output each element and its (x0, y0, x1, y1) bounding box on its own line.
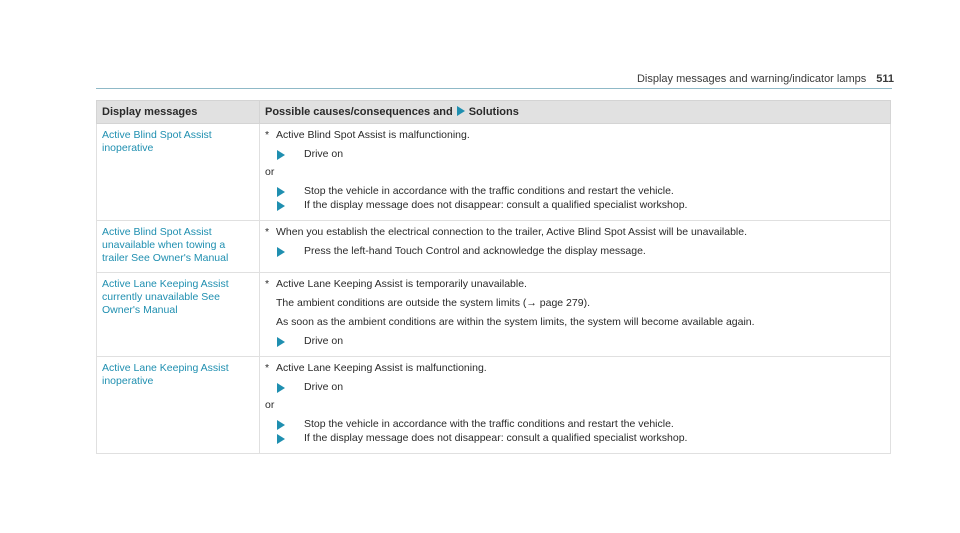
solution-step (277, 381, 885, 394)
arrow-right-icon (457, 106, 465, 116)
asterisk-icon: * (265, 278, 270, 290)
table-row (97, 273, 891, 357)
solution-text: Drive on (304, 381, 344, 393)
asterisk-icon: * (265, 226, 270, 238)
table-header-row (97, 101, 891, 124)
cause-text: Active Lane Keeping Assist is temporarily unavailable. (276, 278, 527, 290)
cause-cell (260, 357, 891, 454)
column-header-causes (260, 101, 891, 124)
arrow-right-icon (277, 150, 293, 160)
solution-step (277, 148, 885, 161)
solution-step (277, 199, 885, 212)
cause-item (265, 226, 885, 239)
arrow-right-icon (277, 434, 293, 444)
solution-step (277, 418, 885, 431)
cause-cell (260, 124, 891, 221)
solution-text: Drive on (304, 148, 344, 160)
message-line: currently unavailable See (102, 291, 220, 303)
cause-text: Active Blind Spot Assist is malfunctioning. (276, 129, 470, 141)
arrow-right-icon (277, 383, 293, 393)
arrow-right-icon (277, 201, 293, 211)
or-text: or (265, 166, 275, 178)
table-row (97, 221, 891, 273)
arrow-right-icon (277, 187, 293, 197)
message-line: Active Lane Keeping Assist (102, 362, 229, 374)
solution-text: Stop the vehicle in accordance with the traffic conditions and restart the vehicle. (304, 418, 674, 430)
message-line: inoperative (102, 142, 154, 154)
solution-text: Stop the vehicle in accordance with the traffic conditions and restart the vehicle. (304, 185, 674, 197)
display-messages-table (96, 100, 891, 454)
cause-text: When you establish the electrical connection to the trailer, Active Blind Spot Assist will be unavailable. (276, 226, 748, 238)
column-header-solutions-label: Solutions (468, 105, 519, 118)
column-header-messages: Display messages (97, 101, 260, 124)
cause-cell (260, 273, 891, 357)
cause-detail: The ambient conditions are outside the system limits (→ page 279). (276, 297, 590, 309)
arrow-right-icon (277, 247, 293, 257)
table-row (97, 124, 891, 221)
header-rule (96, 88, 892, 89)
column-header-causes-label: Possible causes/consequences and (265, 105, 453, 118)
cause-cell (260, 221, 891, 273)
message-cell (97, 124, 260, 221)
message-line: inoperative (102, 375, 154, 387)
page-number: 511 (876, 73, 894, 85)
message-line: Active Blind Spot Assist (102, 129, 212, 141)
message-line: trailer See Owner's Manual (102, 252, 229, 264)
solution-step (277, 185, 885, 198)
table-row (97, 357, 891, 454)
running-header (637, 73, 894, 85)
arrow-right-icon (277, 337, 293, 347)
message-cell (97, 273, 260, 357)
solution-step (277, 335, 885, 348)
asterisk-icon: * (265, 362, 270, 374)
message-line: Active Blind Spot Assist (102, 226, 212, 238)
message-line: unavailable when towing a (102, 239, 226, 251)
solution-step (277, 432, 885, 445)
solution-step (277, 245, 885, 258)
arrow-right-icon (277, 420, 293, 430)
cause-item (265, 362, 885, 375)
message-cell (97, 357, 260, 454)
solution-text: Press the left-hand Touch Control and acknowledge the display message. (304, 245, 646, 257)
message-line: Owner's Manual (102, 304, 178, 316)
solution-text: If the display message does not disappear: consult a qualified specialist workshop. (304, 199, 688, 211)
cause-text: Active Lane Keeping Assist is malfunctioning. (276, 362, 487, 374)
or-text: or (265, 399, 275, 411)
solution-text: Drive on (304, 335, 344, 347)
message-line: Active Lane Keeping Assist (102, 278, 229, 290)
cause-item (265, 129, 885, 142)
cause-detail: As soon as the ambient conditions are within the system limits, the system will become available again. (276, 316, 755, 328)
solution-text: If the display message does not disappear: consult a qualified specialist workshop. (304, 432, 688, 444)
message-cell (97, 221, 260, 273)
cause-item (265, 278, 885, 291)
asterisk-icon: * (265, 129, 270, 141)
running-header-title: Display messages and warning/indicator lamps (636, 73, 867, 85)
